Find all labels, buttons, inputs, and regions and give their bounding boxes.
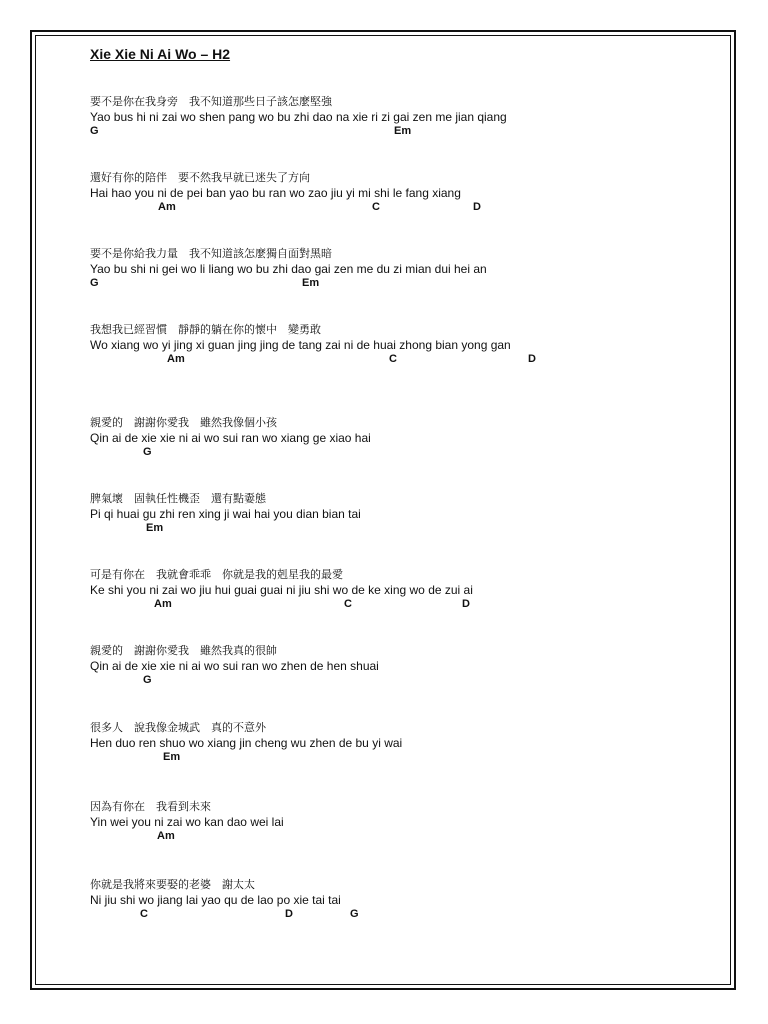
pinyin-lyric: Yao bus hi ni zai wo shen pang wo bu zhi dao na xie ri zi gai zen me jian qiang [90,110,507,124]
verse [90,568,710,616]
chord: G [90,125,99,137]
chinese-lyric: 要不是你在我身旁 我不知道那些日子該怎麼堅強 [90,95,332,108]
chord: G [350,908,359,920]
pinyin-lyric: Pi qi huai gu zhi ren xing ji wai hai you dian bian tai [90,507,361,521]
chinese-lyric: 親愛的 謝謝你愛我 雖然我真的很帥 [90,644,277,657]
chord: Em [302,277,320,289]
chord: Am [154,598,172,610]
chord: G [143,674,152,686]
chinese-lyric: 很多人 說我像金城武 真的不意外 [90,721,266,734]
pinyin-lyric: Ke shi you ni zai wo jiu hui guai guai ni jiu shi wo de ke xing wo de zui ai [90,583,473,597]
chinese-lyric: 脾氣壞 固執任性機歪 還有點嫑態 [90,492,266,505]
pinyin-lyric: Hai hao you ni de pei ban yao bu ran wo zao jiu yi mi shi le fang xiang [90,186,461,200]
verse [90,721,710,769]
chord: G [143,446,152,458]
chord: Em [394,125,412,137]
chord: D [473,201,481,213]
chinese-lyric: 還好有你的陪伴 要不然我早就已迷失了方向 [90,171,310,184]
pinyin-lyric: Qin ai de xie xie ni ai wo sui ran wo zhen de hen shuai [90,659,379,673]
chord: D [285,908,293,920]
pinyin-lyric: Qin ai de xie xie ni ai wo sui ran wo xiang ge xiao hai [90,431,371,445]
chord: C [140,908,148,920]
chord: C [389,353,397,365]
pinyin-lyric: Wo xiang wo yi jing xi guan jing jing de tang zai ni de huai zhong bian yong gan [90,338,511,352]
chinese-lyric: 可是有你在 我就會乖乖 你就是我的剋星我的最愛 [90,568,343,581]
chord: Am [157,830,175,842]
chord: C [344,598,352,610]
chinese-lyric: 因為有你在 我看到未來 [90,800,211,813]
verse [90,492,710,540]
chinese-lyric: 要不是你給我力量 我不知道該怎麼獨自面對黑暗 [90,247,332,260]
verse [90,800,710,848]
chord: G [90,277,99,289]
chord: D [528,353,536,365]
chord: Am [167,353,185,365]
chord: D [462,598,470,610]
chinese-lyric: 我想我已經習慣 靜靜的躺在你的懷中 變勇敢 [90,323,321,336]
chinese-lyric: 親愛的 謝謝你愛我 雖然我像個小孩 [90,416,277,429]
chord: C [372,201,380,213]
pinyin-lyric: Yin wei you ni zai wo kan dao wei lai [90,815,284,829]
verse [90,171,710,219]
verse [90,95,710,143]
chinese-lyric: 你就是我將來要娶的老婆 謝太太 [90,878,255,891]
chord: Em [163,751,181,763]
chord: Am [158,201,176,213]
chord: Em [146,522,164,534]
verse [90,323,710,371]
verse [90,878,710,926]
verse [90,247,710,295]
song-title: Xie Xie Ni Ai Wo – H2 [90,46,231,62]
pinyin-lyric: Ni jiu shi wo jiang lai yao qu de lao po xie tai tai [90,893,341,907]
verse [90,416,710,464]
pinyin-lyric: Yao bu shi ni gei wo li liang wo bu zhi dao gai zen me du zi mian dui hei an [90,262,487,276]
pinyin-lyric: Hen duo ren shuo wo xiang jin cheng wu zhen de bu yi wai [90,736,403,750]
verse [90,644,710,692]
